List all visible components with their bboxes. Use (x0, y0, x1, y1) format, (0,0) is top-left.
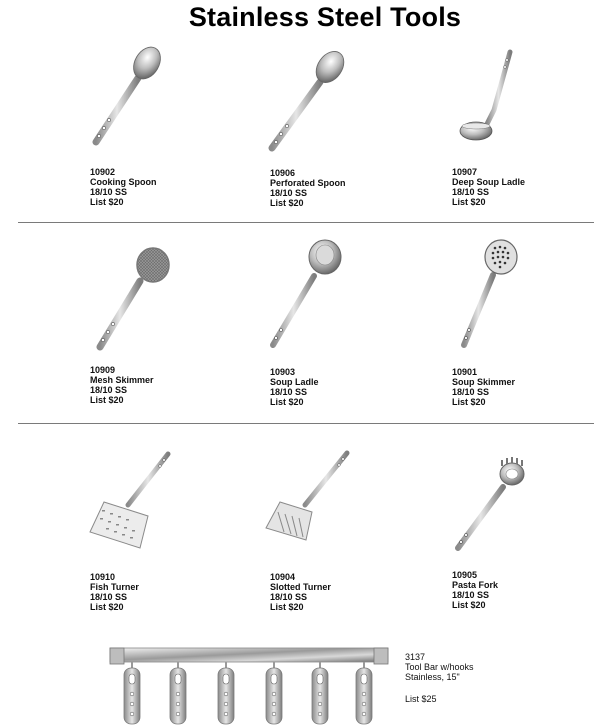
product-sku: 10901 (452, 367, 478, 377)
product-name: Soup Ladle (270, 377, 319, 387)
product-material: 18/10 SS (452, 387, 490, 397)
product-price: List $20 (270, 198, 304, 208)
product-name: Tool Bar w/hooks (405, 662, 474, 672)
product-sku: 10909 (90, 365, 116, 375)
product-sku: 10907 (452, 167, 478, 177)
page-title: Stainless Steel Tools (188, 2, 462, 32)
product-material: 18/10 SS (452, 187, 490, 197)
product-sku: 10910 (90, 572, 116, 582)
product-material: 18/10 SS (90, 385, 128, 395)
product-price: List $20 (270, 602, 304, 612)
product-sku: 10903 (270, 367, 296, 377)
product-material: 18/10 SS (452, 590, 490, 600)
product-material: 18/10 SS (270, 387, 308, 397)
product-material: Stainless, 15" (405, 672, 460, 682)
product-price: List $20 (90, 197, 124, 207)
product-sku: 10906 (270, 168, 296, 178)
product-material: 18/10 SS (90, 187, 128, 197)
product-price: List $25 (405, 694, 437, 704)
product-name: Fish Turner (90, 582, 139, 592)
product-price: List $20 (452, 397, 486, 407)
product-name: Slotted Turner (270, 582, 331, 592)
product-sku: 3137 (405, 652, 426, 662)
product-name: Perforated Spoon (270, 178, 346, 188)
product-sku: 10904 (270, 572, 296, 582)
product-price: List $20 (90, 395, 124, 405)
product-name: Mesh Skimmer (90, 375, 154, 385)
product-name: Pasta Fork (452, 580, 499, 590)
product-material: 18/10 SS (270, 188, 308, 198)
product-price: List $20 (270, 397, 304, 407)
product-material: 18/10 SS (90, 592, 128, 602)
product-price: List $20 (452, 197, 486, 207)
product-sku: 10905 (452, 570, 478, 580)
product-price: List $20 (452, 600, 486, 610)
product-sku: 10902 (90, 167, 116, 177)
product-material: 18/10 SS (270, 592, 308, 602)
product-name: Soup Skimmer (452, 377, 516, 387)
product-name: Cooking Spoon (90, 177, 157, 187)
product-price: List $20 (90, 602, 124, 612)
product-name: Deep Soup Ladle (452, 177, 526, 187)
